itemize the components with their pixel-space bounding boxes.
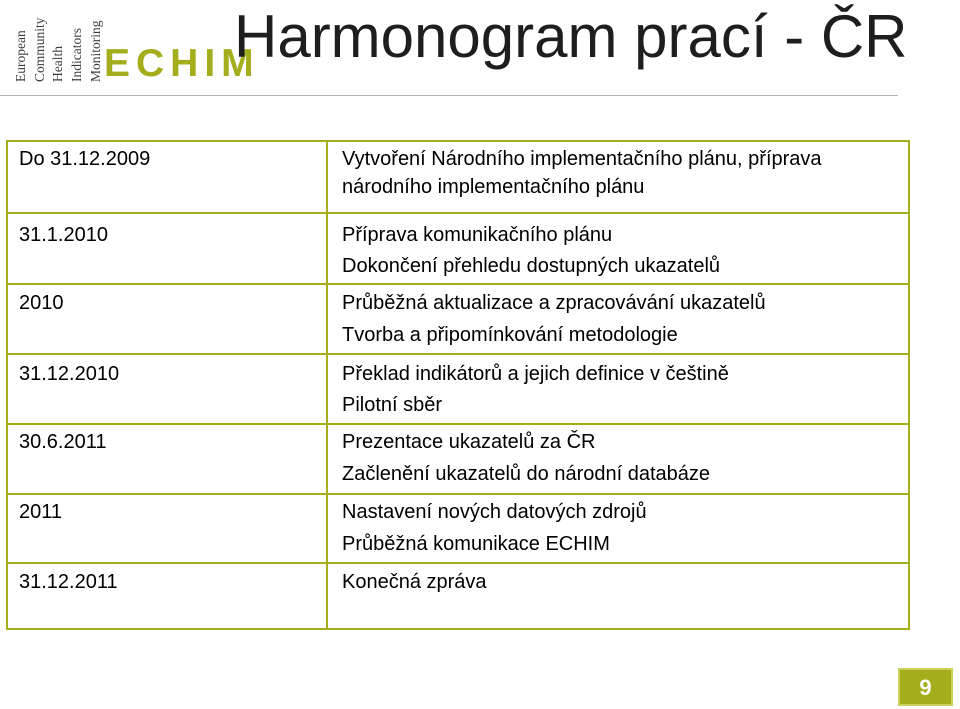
schedule-task: Pilotní sběr: [342, 394, 443, 416]
schedule-task: Průběžná aktualizace a zpracovávání ukazatelů: [342, 292, 766, 314]
logo-wordmark: [14, 6, 106, 88]
schedule-task: Začlenění ukazatelů do národní databáze: [342, 463, 711, 485]
schedule-task: Prezentace ukazatelů za ČR: [342, 431, 596, 453]
row-divider: [6, 353, 910, 355]
logo-line: European: [13, 30, 28, 82]
logo-line: Community: [32, 17, 47, 82]
row-divider: [6, 493, 910, 495]
schedule-date: 30.6.2011: [19, 431, 107, 453]
schedule-date: 2010: [19, 292, 64, 314]
schedule-date: 31.1.2010: [19, 224, 108, 246]
schedule-date: 31.12.2010: [19, 363, 120, 385]
row-divider: [6, 562, 910, 564]
slide-title: Harmonogram prací - ČR: [234, 3, 908, 70]
schedule-task: Dokončení přehledu dostupných ukazatelů: [342, 255, 721, 277]
schedule-task: Vytvoření Národního implementačního plánu, příprava: [342, 148, 822, 170]
page-number-badge: [898, 668, 953, 706]
logo-line: Health: [50, 46, 65, 82]
schedule-date: Do 31.12.2009: [19, 148, 151, 170]
row-divider: [6, 283, 910, 285]
page-number: 9: [919, 675, 932, 700]
schedule-date: 31.12.2011: [19, 571, 118, 593]
schedule-task: Konečná zpráva: [342, 571, 487, 593]
logo-line: Indicators: [69, 28, 84, 82]
schedule-task: Nastavení nových datových zdrojů: [342, 501, 647, 523]
schedule-task: Tvorba a připomínkování metodologie: [342, 324, 678, 346]
schedule-task: Překlad indikátorů a jejich definice v češtině: [342, 363, 729, 385]
logo-line: Monitoring: [88, 20, 103, 82]
schedule-date: 2011: [19, 501, 63, 523]
row-divider: [6, 423, 910, 425]
schedule-task: Příprava komunikačního plánu: [342, 224, 613, 246]
title-divider: [0, 95, 898, 96]
logo-mark: ECHIM: [104, 42, 260, 85]
schedule-task: Průběžná komunikace ECHIM: [342, 533, 610, 555]
row-divider: [6, 212, 910, 214]
schedule-task: národního implementačního plánu: [342, 176, 645, 198]
